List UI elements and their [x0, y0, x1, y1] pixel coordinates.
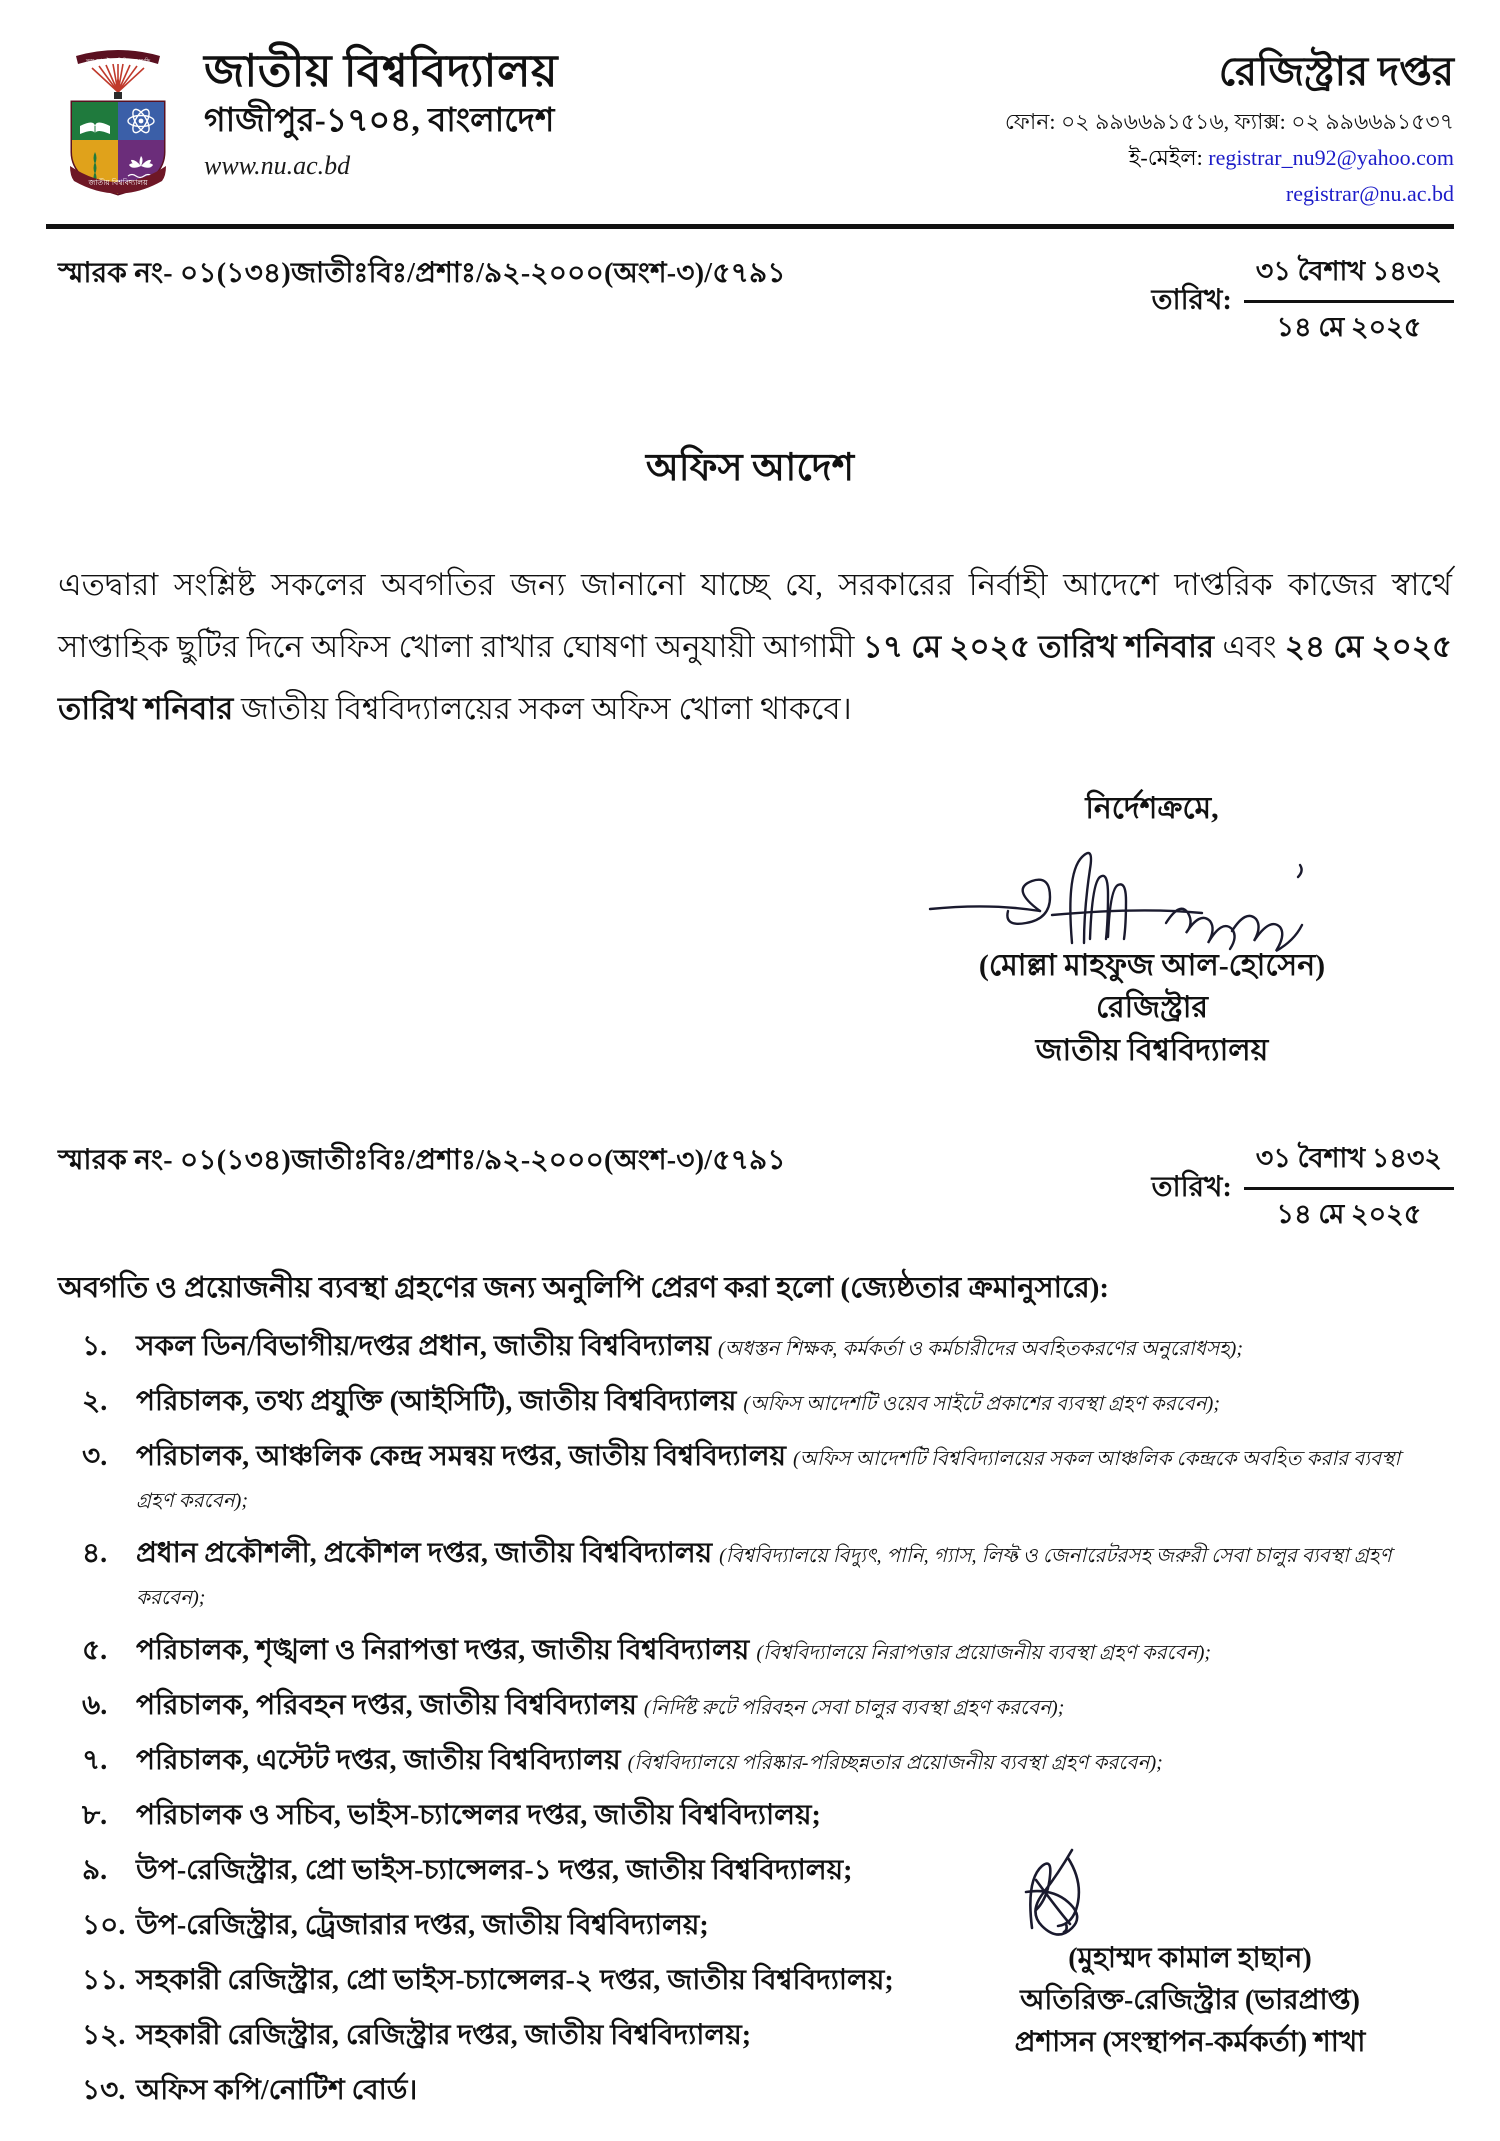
office-email-row-2 — [934, 178, 1454, 210]
registrar-office-block — [934, 40, 1454, 210]
office-email-row-1 — [934, 142, 1454, 174]
university-text-block — [204, 40, 558, 181]
signatory-designation: রেজিস্ট্রার — [1095, 991, 1209, 1025]
body-bold-date-2: ২৪ মে ২০২৫ তারিখ শনিবার — [58, 628, 1453, 726]
body-part-1: এতদ্বারা সংশ্লিষ্ট সকলের অবগতির জন্য জানানো যাচ্ছে যে, সরকারের নির্বাহী আদেশে দাপ্তরিক কাজের স্বার্থে সাপ্তাহিক ছুটির দিনে অফিস খোলা রাখার ঘোষণা অনুযায়ী আগামী — [58, 566, 1452, 664]
list-item-main: পরিচালক, পরিবহন দপ্তর, জাতীয় বিশ্ববিদ্যালয় — [136, 1690, 644, 1722]
list-item — [58, 1630, 1442, 1672]
date-label-bottom: তারিখ: — [1151, 1172, 1232, 1204]
list-item — [58, 1533, 1442, 1617]
document-header — [0, 0, 1500, 210]
list-item-text — [136, 2070, 1442, 2112]
list-item — [58, 2070, 1442, 2112]
list-item-text — [136, 1630, 1442, 1672]
office-title: রেজিস্ট্রার দপ্তর — [1218, 49, 1454, 94]
list-item-main: পরিচালক, তথ্য প্রযুক্তি (আইসিটি), জাতীয় বিশ্ববিদ্যালয় — [136, 1386, 744, 1418]
list-item-main: উপ-রেজিস্ট্রার, প্রো ভাইস-চ্যান্সেলর-১ দপ্তর, জাতীয় বিশ্ববিদ্যালয়; — [136, 1855, 853, 1887]
list-item-text — [136, 1436, 1442, 1520]
secondary-signatory-name: (মুহাম্মদ কামাল হাছান) — [1068, 1943, 1312, 1974]
date-block-bottom — [1152, 1138, 1454, 1239]
handwritten-signature-icon — [960, 1840, 1420, 1936]
list-item-note: (অধস্তন শিক্ষক, কর্মকর্তা ও কর্মচারীদের অবহিতকরণের অনুরোধসহ); — [717, 1338, 1243, 1361]
secondary-signature-block — [960, 1840, 1420, 2064]
list-item-note: (বিশ্ববিদ্যালয়ে নিরাপত্তার প্রয়োজনীয় ব্যবস্থা গ্রহণ করবেন); — [756, 1642, 1212, 1665]
list-item-number: ৯. — [82, 1855, 108, 1887]
date-english-bottom: ১৪ মে ২০২৫ — [1276, 1199, 1422, 1230]
secondary-signatory-designation: অতিরিক্ত-রেজিস্ট্রার (ভারপ্রাপ্ত) — [1020, 1985, 1360, 2016]
body-part-2: জাতীয় বিশ্ববিদ্যালয়ের সকল অফিস খোলা থাকবে। — [233, 690, 852, 726]
list-item-main: অফিস কপি/নোটিশ বোর্ড। — [136, 2075, 418, 2107]
memo-number-top: স্মারক নং- ০১(১৩৪)জাতীঃবিঃ/প্রশাঃ/৯২-২০০০(অংশ-৩)/৫৭৯১ — [58, 257, 786, 289]
by-order-label: নির্দেশক্রমে, — [1085, 791, 1219, 825]
date-english-top: ১৪ মে ২০২৫ — [1276, 311, 1422, 342]
list-item-main: পরিচালক, এস্টেট দপ্তর, জাতীয় বিশ্ববিদ্যালয় — [136, 1745, 628, 1777]
signatory-name: (মোল্লা মাহফুজ আল-হোসেন) — [978, 948, 1326, 982]
list-item-main: পরিচালক, আঞ্চলিক কেন্দ্র সমন্বয় দপ্তর, জাতীয় বিশ্ববিদ্যালয় — [136, 1441, 793, 1473]
list-item-text — [136, 1740, 1442, 1782]
date-label-top: তারিখ: — [1151, 284, 1232, 316]
email-link-yahoo[interactable]: registrar_nu92@yahoo.com — [1208, 144, 1454, 170]
date-bangla-top: ৩১ বৈশাখ ১৪৩২ — [1255, 255, 1442, 286]
date-block-top — [1152, 251, 1454, 352]
memo-row-bottom — [0, 1138, 1500, 1239]
list-item-number: ১৩. — [82, 2075, 126, 2107]
list-item-main: সহকারী রেজিস্ট্রার, প্রো ভাইস-চ্যান্সেলর-২ দপ্তর, জাতীয় বিশ্ববিদ্যালয়; — [136, 1965, 894, 1997]
university-branding — [58, 40, 558, 198]
list-item-note: (নির্দিষ্ট রুটে পরিবহন সেবা চালুর ব্যবস্থা গ্রহণ করবেন); — [643, 1697, 1065, 1720]
list-item-number: ৬. — [82, 1690, 108, 1722]
list-item — [58, 1740, 1442, 1782]
list-item-number: ৫. — [82, 1635, 108, 1667]
date-stack-top — [1244, 251, 1454, 352]
list-item-text — [136, 1381, 1442, 1423]
email-link-nu[interactable]: registrar@nu.ac.bd — [1285, 180, 1454, 206]
list-item-note: (অফিস আদেশটি ওয়েব সাইটে প্রকাশের ব্যবস্থা গ্রহণ করবেন); — [743, 1393, 1220, 1416]
body-conjunction: এবং — [1214, 628, 1285, 664]
list-item-number: ৮. — [82, 1800, 108, 1832]
order-body-text — [58, 554, 1452, 740]
list-item-number: ৩. — [82, 1441, 108, 1473]
signatory-organization: জাতীয় বিশ্ববিদ্যালয় — [1035, 1033, 1269, 1067]
list-item-number: ১. — [82, 1331, 108, 1363]
list-item-text — [136, 1533, 1442, 1617]
list-item-main: উপ-রেজিস্ট্রার, ট্রেজারার দপ্তর, জাতীয় বিশ্ববিদ্যালয়; — [136, 1910, 709, 1942]
list-item — [58, 1381, 1442, 1423]
memo-row-top — [0, 229, 1500, 352]
list-item-number: ৭. — [82, 1745, 108, 1777]
page-title: অফিস আদেশ — [645, 446, 855, 489]
list-item-main: পরিচালক ও সচিব, ভাইস-চ্যান্সেলর দপ্তর, জাতীয় বিশ্ববিদ্যালয়; — [136, 1800, 821, 1832]
list-item-note: (বিশ্ববিদ্যালয়ে পরিষ্কার-পরিচ্ছন্নতার প্রয়োজনীয় ব্যবস্থা গ্রহণ করবেন); — [627, 1752, 1163, 1775]
list-item — [58, 1795, 1442, 1837]
list-item-main: সকল ডিন/বিভাগীয়/দপ্তর প্রধান, জাতীয় বিশ্ববিদ্যালয় — [136, 1331, 718, 1363]
list-item-number: ১১. — [82, 1965, 126, 1997]
university-name: জাতীয় বিশ্ববিদ্যালয় — [204, 46, 559, 96]
list-item-text — [136, 1795, 1442, 1837]
handwritten-signature-icon — [922, 839, 1382, 955]
list-item-number: ১০. — [82, 1910, 126, 1942]
distribution-intro: অবগতি ও প্রয়োজনীয় ব্যবস্থা গ্রহণের জন্য অনুলিপি প্রেরণ করা হলো (জ্যেষ্ঠতার ক্রমানুসারে): — [58, 1272, 1110, 1305]
primary-signature-block — [922, 784, 1382, 1073]
date-bangla-bottom: ৩১ বৈশাখ ১৪৩২ — [1255, 1143, 1442, 1174]
date-stack-bottom — [1244, 1138, 1454, 1239]
list-item — [58, 1685, 1442, 1727]
list-item-note: (বিশ্ববিদ্যালয়ে বিদ্যুৎ, পানি, গ্যাস, লিফ্ট ও জেনারেটরসহ জরুরী সেবা চালুর ব্যবস্থা গ্রহণ করবেন); — [136, 1545, 1392, 1610]
body-bold-date-1: ১৭ মে ২০২৫ তারিখ শনিবার — [862, 628, 1215, 664]
university-website: www.nu.ac.bd — [204, 151, 351, 181]
memo-number-bottom: স্মারক নং- ০১(১৩৪)জাতীঃবিঃ/প্রশাঃ/৯২-২০০০(অংশ-৩)/৫৭৯১ — [58, 1145, 786, 1177]
university-address: গাজীপুর-১৭০৪, বাংলাদেশ — [204, 103, 555, 140]
list-item-note: (অফিস আদেশটি বিশ্ববিদ্যালয়ের সকল আঞ্চলিক কেন্দ্রকে অবহিত করার ব্যবস্থা গ্রহণ করবেন); — [136, 1448, 1401, 1513]
list-item-number: ৪. — [82, 1538, 108, 1570]
list-item-main: সহকারী রেজিস্ট্রার, রেজিস্ট্রার দপ্তর, জাতীয় বিশ্ববিদ্যালয়; — [136, 2020, 752, 2052]
list-item-number: ১২. — [82, 2020, 126, 2052]
list-item — [58, 1436, 1442, 1520]
list-item-text — [136, 1685, 1442, 1727]
university-crest-icon — [58, 48, 178, 198]
list-item-text — [136, 1326, 1442, 1368]
list-item-main: প্রধান প্রকৌশলী, প্রকৌশল দপ্তর, জাতীয় বিশ্ববিদ্যালয় — [136, 1538, 720, 1570]
secondary-signatory-section: প্রশাসন (সংস্থাপন-কর্মকর্তা) শাখা — [1014, 2027, 1366, 2058]
list-item — [58, 1326, 1442, 1368]
list-item-number: ২. — [82, 1386, 108, 1418]
list-item-main: পরিচালক, শৃঙ্খলা ও নিরাপত্তা দপ্তর, জাতীয় বিশ্ববিদ্যালয় — [136, 1635, 757, 1667]
email-label: ই-মেইল: — [1128, 144, 1203, 170]
office-phone-fax: ফোন: ০২ ৯৯৬৬৯১৫১৬, ফ্যাক্স: ০২ ৯৯৬৬৯১৫৩৭ — [1004, 109, 1454, 134]
svg-text:জাতীয় বিশ্ববিদ্যালয়: জাতীয় বিশ্ববিদ্যালয় — [88, 178, 148, 187]
svg-text:সত্য জ্ঞান উপর ভিত্তি করে সমৃদ: সত্য জ্ঞান উপর ভিত্তি করে সমৃদ্ধি — [85, 58, 151, 64]
